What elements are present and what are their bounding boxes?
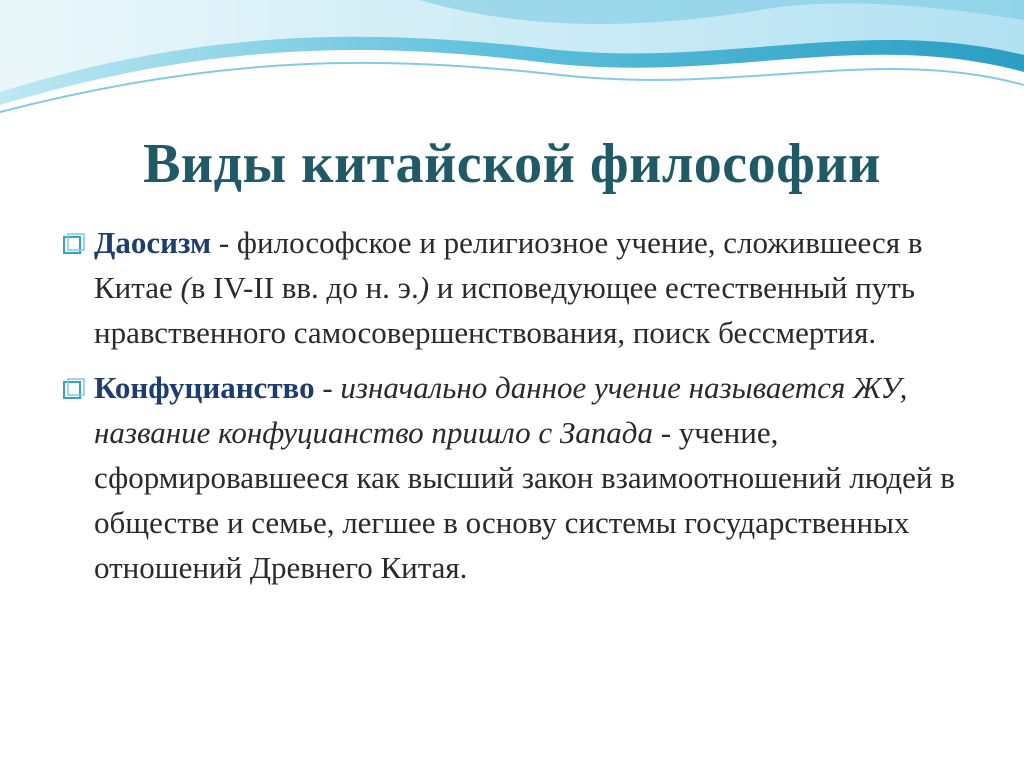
checkbox-bullet-icon [62,377,86,401]
paren-open: ( [180,270,191,305]
text: - [314,370,341,405]
list-item-confucianism [60,365,980,590]
dates: в IV-II вв. до н. э. [190,270,419,305]
list-item-daoism [60,220,980,355]
page-title: Виды китайской философии [143,133,881,195]
italic-note: изначально данное учение называется ЖУ, название конфуцианство пришло с Запада [94,370,908,450]
bullet-list [60,220,980,600]
term-daoism: Даосизм [94,225,212,260]
text: - учение, сформировавшееся как высший закон взаимоотношений людей в обществе и семье, легшее в основу системы государственных отношений Древнего Китая. [94,415,955,585]
paren-close: ) [418,270,430,305]
text: и исповедующее естественный путь нравственного самосовершенствования, поиск бессмертия. [94,270,915,350]
term-confucianism: Конфуцианство [94,370,315,405]
text: - философское и религиозное учение, сложившееся в Китае [94,225,923,305]
checkbox-bullet-icon [62,232,86,256]
